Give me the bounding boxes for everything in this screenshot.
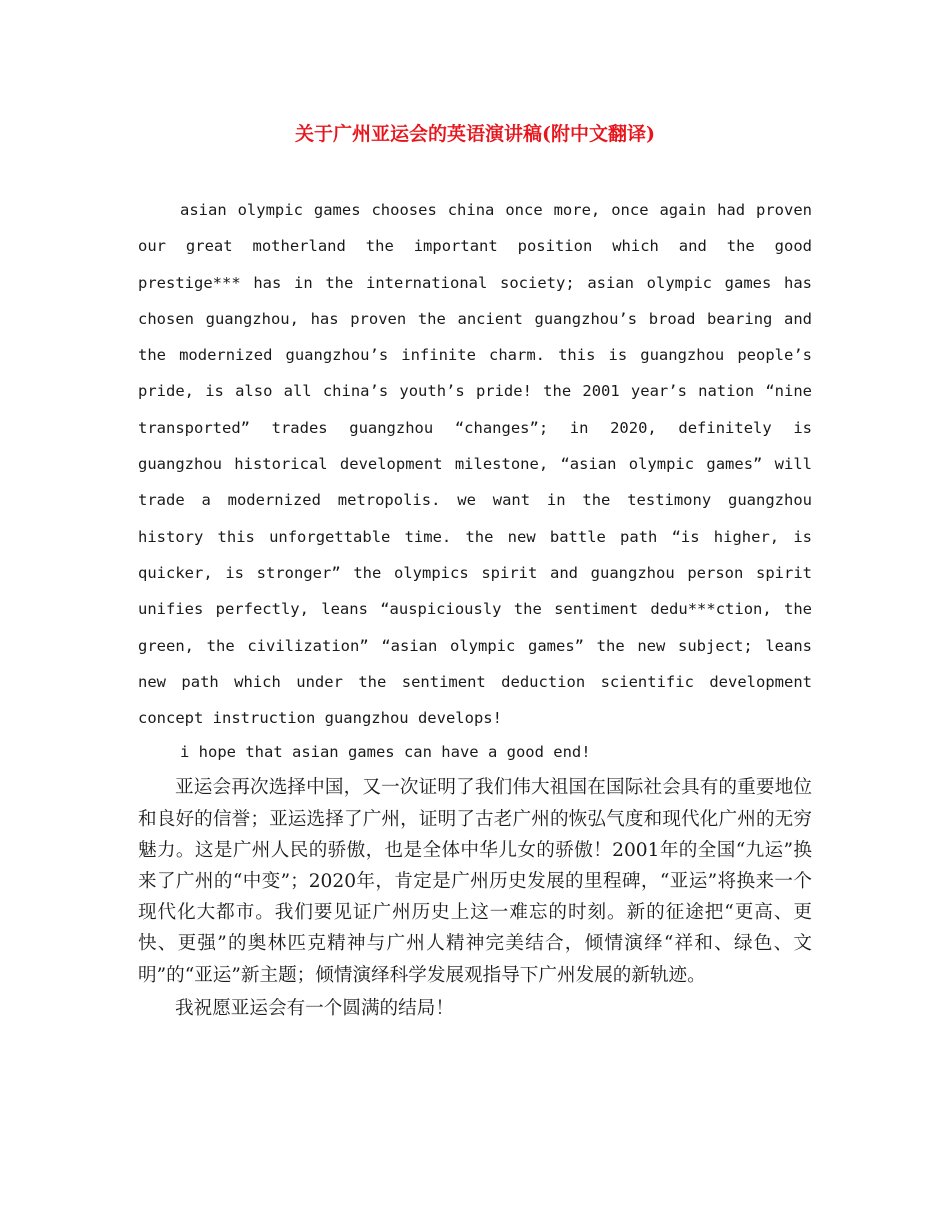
- english-paragraph: asian olympic games chooses china once more, once again had proven our great motherland the important position which and the good prestige*** has in the international society; asian olympic games has chosen guangzhou, has proven the ancient guangzhou’s broad bearing and the modernized guangzhou’s infinite charm. this is guangzhou people’s pride, is also all china’s youth’s pride! the 2001 year’s nation “nine transported” trades guangzhou “changes”; in 2020, definitely is guangzhou historical development milestone, “asian olympic games” will trade a modernized metropolis. we want in the testimony guangzhou history this unforgettable time. the new battle path “is higher, is quicker, is stronger” the olympics spirit and guangzhou person spirit unifies perfectly, leans “auspiciously the sentiment dedu***ction, the green, the civilization” “asian olympic games” the new subject; leans new path which under the sentiment deduction scientific development concept instruction guangzhou develops!: [138, 201, 812, 728]
- english-wish-paragraph: i hope that asian games can have a good end!: [180, 743, 591, 762]
- document-title: 关于广州亚运会的英语演讲稿(附中文翻译): [295, 123, 655, 145]
- chinese-wish-paragraph: 我祝愿亚运会有一个圆满的结局！: [175, 997, 454, 1019]
- document-body: [138, 192, 812, 1024]
- chinese-paragraph: 亚运会再次选择中国，又一次证明了我们伟大祖国在国际社会具有的重要地位和良好的信誉；亚运选择了广州，证明了古老广州的恢弘气度和现代化广州的无穷魅力。这是广州人民的骄傲，也是全体中华儿女的骄傲！2001年的全国“九运”换来了广州的“中变”；2020年，肯定是广州历史发展的里程碑，“亚运”将换来一个现代化大都市。我们要见证广州历史上这一难忘的时刻。新的征途把“更高、更快、更强”的奥林匹克精神与广州人精神完美结合，倾情演绎“祥和、绿色、文明”的“亚运”新主题；倾情演绎科学发展观指导下广州发展的新轨迹。: [138, 777, 812, 986]
